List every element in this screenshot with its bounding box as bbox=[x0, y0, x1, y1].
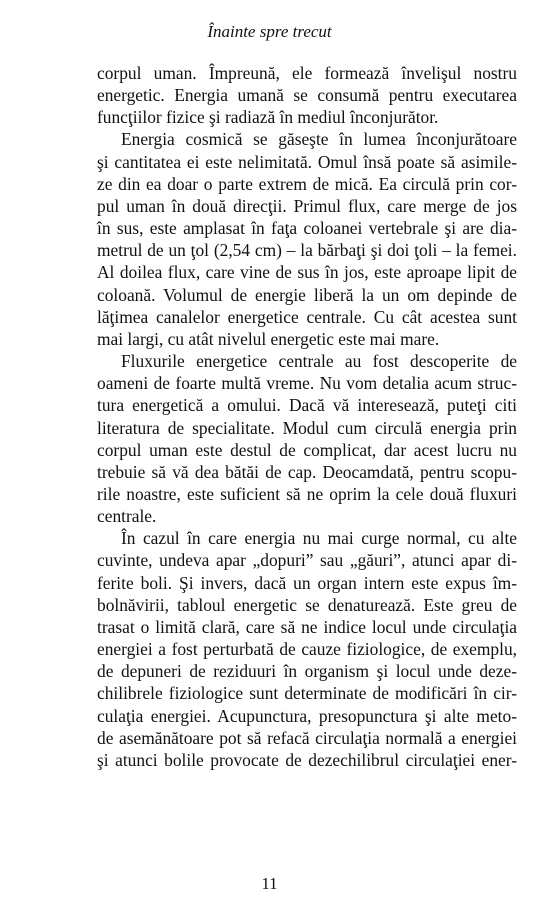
text-line: corpul uman. Împreună, ele formează învelişul nostru bbox=[97, 63, 517, 83]
text-line: de asemănătoare pot să refacă circulaţia normală a energiei bbox=[97, 727, 517, 748]
text-line: oameni de foarte multă vreme. Nu vom detalia acum struc- bbox=[97, 373, 517, 394]
text-line: energetic. Energia umană se consumă pentru executarea bbox=[97, 85, 517, 106]
text-line: trebuie să vă dea bătăi de cap. Deocamdată, pentru scopu- bbox=[97, 461, 517, 482]
paragraph bbox=[97, 62, 517, 128]
text-line: rile noastre, este suficient să ne oprim la cele două fluxuri bbox=[97, 483, 517, 504]
text-line: metrul de un ţol (2,54 cm) – la bărbaţi şi doi ţoli – la femei. bbox=[97, 240, 517, 261]
text-line: energiei a fost perturbată de cauze fiziologice, de exemplu, bbox=[97, 639, 517, 660]
paragraph bbox=[97, 128, 517, 350]
text-line: trasat o limită clară, care să ne indice locul unde circulaţia bbox=[97, 616, 517, 637]
text-line: şi cantitatea ei este nelimitată. Omul însă poate să asimile- bbox=[97, 151, 517, 172]
text-line: În cazul în care energia nu mai curge normal, cu alte bbox=[121, 528, 517, 549]
body-text bbox=[97, 62, 517, 771]
text-line: mai largi, cu atât nivelul energetic este mai mare. bbox=[97, 328, 440, 349]
text-line: lăţimea canalelor energetice centrale. Cu cât acestea sunt bbox=[97, 306, 517, 327]
text-line: literatura de specialitate. Modul cum circulă energia prin bbox=[97, 417, 517, 438]
text-line: centrale. bbox=[97, 506, 157, 527]
text-line: Al doilea flux, care vine de sus în jos, este aproape lipit de bbox=[97, 262, 517, 283]
paragraph bbox=[97, 350, 517, 527]
text-line: Fluxurile energetice centrale au fost descoperite de bbox=[121, 351, 517, 372]
text-line: ze din ea doar o parte extrem de mică. Ea circulă prin cor- bbox=[97, 173, 517, 194]
text-line: cuvinte, undeva apar „dopuri” sau „găuri”, atunci apar di- bbox=[97, 550, 517, 571]
text-line: şi atunci bolile provocate de dezechilibrul circulaţiei ener- bbox=[97, 749, 517, 770]
text-line: ferite boli. Şi invers, dacă un organ intern este expus îm- bbox=[97, 572, 517, 593]
text-line: bolnăvirii, tabloul energetic se denaturează. Este greu de bbox=[97, 594, 517, 615]
text-line: de depuneri de reziduuri în organism şi locul unde deze- bbox=[97, 661, 517, 682]
text-line: corpul uman este destul de complicat, dar acest lucru nu bbox=[97, 439, 517, 460]
text-line: în sus, este amplasat în faţa coloanei vertebrale şi are dia- bbox=[97, 218, 517, 239]
text-line: coloană. Volumul de energie liberă la un om depinde de bbox=[97, 284, 517, 305]
text-line: culaţia energiei. Acupunctura, presopunctura şi alte meto- bbox=[97, 705, 517, 726]
text-line: funcţiilor fizice şi radiază în mediul înconjurător. bbox=[97, 107, 439, 128]
running-header-title: Înainte spre trecut bbox=[207, 22, 332, 41]
text-line: Energia cosmică se găseşte în lumea înconjurătoare bbox=[121, 129, 517, 150]
text-line: pul uman în două direcţii. Primul flux, care merge de jos bbox=[97, 195, 517, 216]
page-number: 11 bbox=[261, 874, 278, 893]
text-line: chilibrele fiziologice sunt determinate de modificări în cir- bbox=[97, 683, 517, 704]
text-line: tura energetică a omului. Dacă vă interesează, puteţi citi bbox=[97, 395, 517, 416]
paragraph bbox=[97, 527, 517, 771]
